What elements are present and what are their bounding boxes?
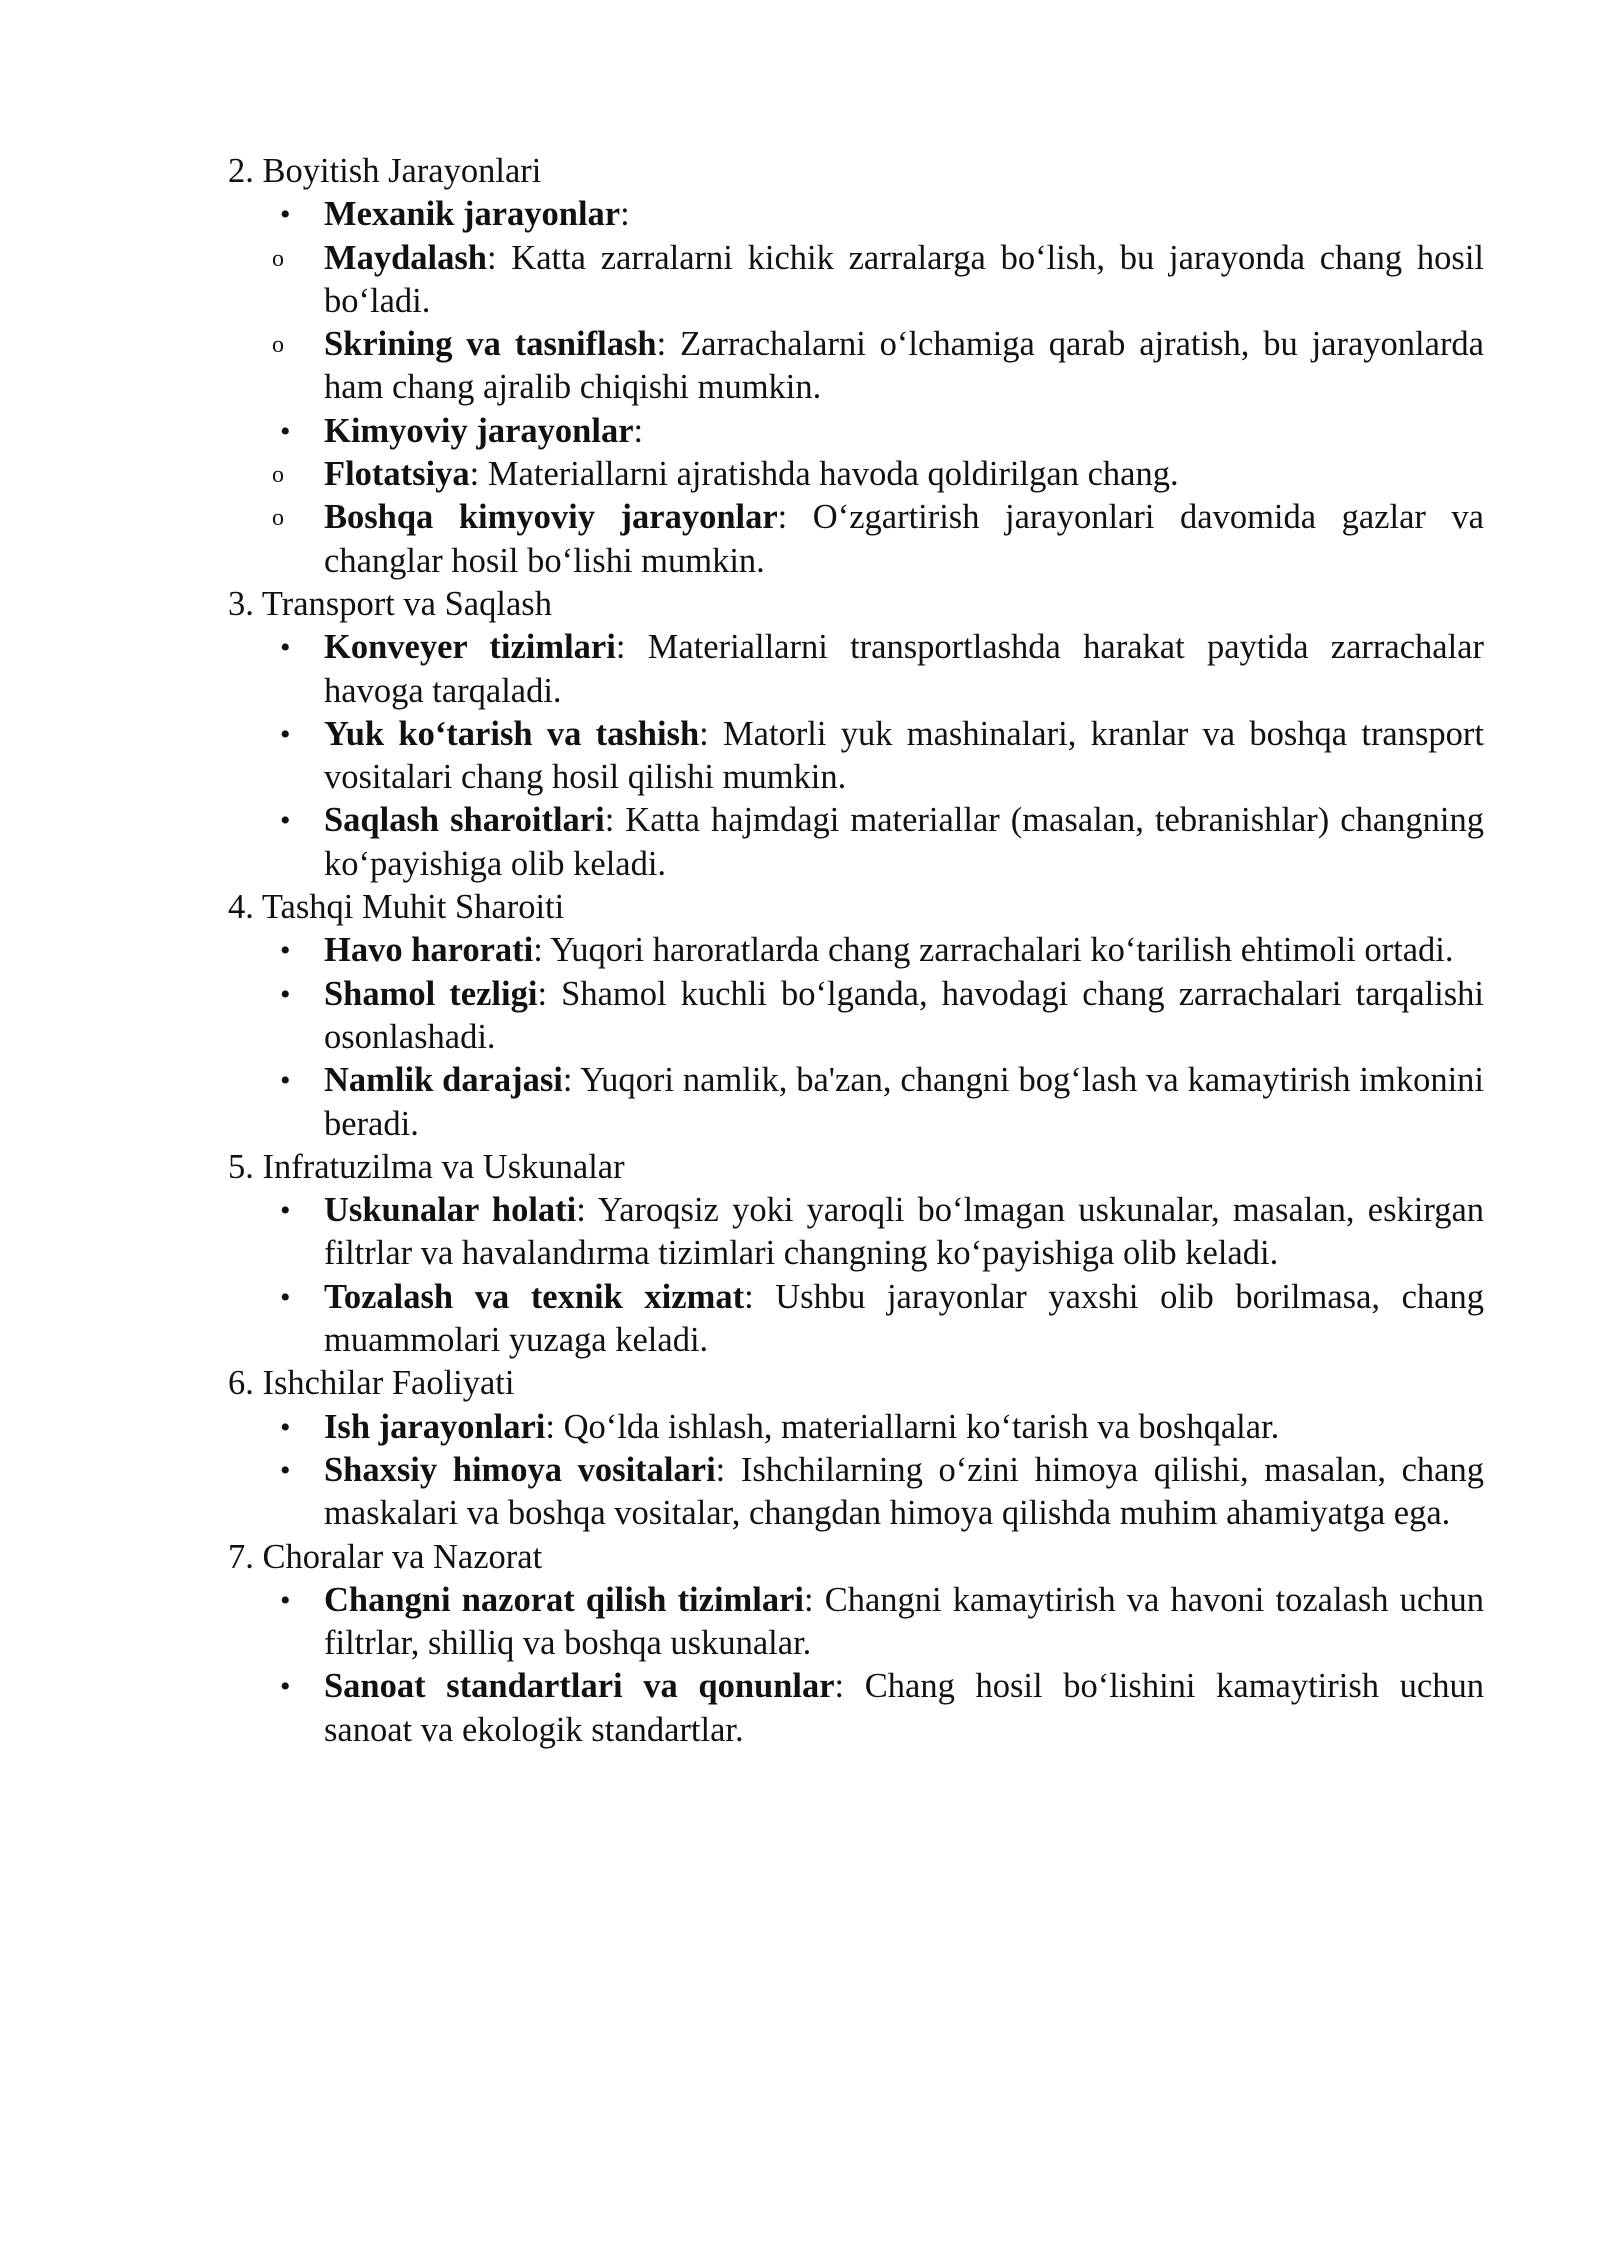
bullet-term: Tozalash va texnik xizmat — [324, 1277, 745, 1316]
bullet-dot-icon: • — [280, 1280, 291, 1314]
sub-list — [228, 237, 1484, 410]
bullet-list — [228, 929, 1484, 1145]
section-heading — [228, 583, 1484, 626]
section-heading — [228, 1536, 1484, 1579]
section-number: 4. — [228, 888, 254, 927]
bullet-item — [228, 193, 1484, 409]
bullet-dot-icon: • — [280, 1194, 291, 1228]
bullet-item — [228, 1189, 1484, 1276]
section-number: 2. — [228, 152, 254, 190]
bullet-term: Sanoat standartlari va qonunlar — [324, 1667, 835, 1706]
section-number: 5. — [228, 1147, 254, 1186]
bullet-item — [228, 929, 1484, 972]
circle-bullet-icon: o — [272, 462, 284, 489]
bullet-item — [228, 1276, 1484, 1363]
bullet-term: Mexanik jarayonlar — [324, 195, 621, 234]
bullet-text: : Yuqori haroratlarda chang zarrachalari ko‘tarilish ehtimoli ortadi. — [533, 931, 1454, 970]
bullet-term: Kimyoviy jarayonlar — [324, 411, 634, 450]
sub-item — [228, 453, 1484, 496]
bullet-item — [228, 973, 1484, 1060]
section-title-text: Transport va Saqlash — [261, 584, 552, 623]
bullet-term: Shaxsiy himoya vositalari — [324, 1450, 716, 1489]
bullet-dot-icon: • — [280, 198, 291, 232]
bullet-text: : Yuqori namlik, ba'zan, changni bog‘lash va kamaytirish imkonini beradi. — [324, 1061, 1484, 1143]
bullet-text: : Materiallarni transportlashda harakat paytida zarrachalar havoga tarqaladi. — [324, 628, 1484, 710]
bullet-item — [228, 626, 1484, 713]
sub-term: Flotatsiya — [324, 455, 470, 494]
bullet-list — [228, 193, 1484, 583]
bullet-text: : — [620, 195, 630, 234]
bullet-list — [228, 1579, 1484, 1752]
bullet-list — [228, 626, 1484, 886]
bullet-item — [228, 1406, 1484, 1449]
section-number: 6. — [228, 1364, 254, 1403]
bullet-text: : Ushbu jarayonlar yaxshi olib borilmasa, chang muammolari yuzaga keladi. — [324, 1277, 1484, 1360]
section-title-text: Boyitish Jarayonlari — [262, 152, 542, 190]
bullet-dot-icon: • — [280, 1583, 291, 1617]
bullet-text: : Ishchilarning o‘zini himoya qilishi, masalan, chang maskalari va boshqa vositalar, changdan himoya qilishda muhim ahamiyatga ega. — [324, 1450, 1484, 1533]
bullet-term: Konveyer tizimlari — [324, 628, 616, 667]
sub-term: Boshqa kimyoviy jarayonlar — [324, 498, 778, 537]
bullet-term: Shamol tezligi — [324, 974, 538, 1013]
bullet-dot-icon: • — [280, 1064, 291, 1098]
section-heading — [228, 886, 1484, 929]
bullet-dot-icon: • — [280, 977, 291, 1011]
sub-item — [228, 237, 1484, 324]
bullet-text: : Qo‘lda ishlash, materiallarni ko‘tarish va boshqalar. — [545, 1407, 1280, 1446]
bullet-list — [228, 1406, 1484, 1536]
sub-text: : Katta zarralarni kichik zarralarga bo‘lish, bu jarayonda chang hosil bo‘ladi. — [324, 238, 1484, 320]
bullet-term: Saqlash sharoitlari — [324, 801, 605, 840]
bullet-text: : Matorli yuk mashinalari, kranlar va boshqa transport vositalari chang hosil qilishi mumkin. — [324, 714, 1484, 797]
bullet-text: : Yaroqsiz yoki yaroqli bo‘lmagan uskunalar, masalan, eskirgan filtrlar va havalandırma tizimlari changning ko‘payishiga olib keladi. — [324, 1191, 1485, 1273]
bullet-dot-icon: • — [280, 414, 291, 448]
bullet-term: Yuk ko‘tarish va tashish — [324, 714, 700, 753]
bullet-item — [228, 1579, 1484, 1666]
sub-list — [228, 453, 1484, 583]
section-title-text: Ishchilar Faoliyati — [262, 1364, 515, 1403]
bullet-item — [228, 1059, 1484, 1146]
bullet-text: : Changni kamaytirish va havoni tozalash uchun filtrlar, shilliq va boshqa uskunalar. — [324, 1580, 1484, 1663]
bullet-term: Uskunalar holati — [324, 1191, 577, 1230]
section-heading — [228, 150, 1484, 193]
sub-term: Maydalash — [324, 238, 487, 277]
circle-bullet-icon: o — [272, 505, 284, 532]
section-heading — [228, 1362, 1484, 1405]
sub-text: : Zarrachalarni o‘lchamiga qarab ajratish, bu jarayonlarda ham chang ajralib chiqishi mumkin. — [324, 325, 1484, 407]
bullet-item — [228, 410, 1484, 583]
bullet-dot-icon: • — [280, 1410, 291, 1444]
sub-text: : O‘zgartirish jarayonlari davomida gazlar va changlar hosil bo‘lishi mumkin. — [324, 498, 1484, 580]
bullet-term: Ish jarayonlari — [324, 1407, 546, 1446]
section-number: 3. — [228, 584, 254, 623]
bullet-text: : Shamol kuchli bo‘lganda, havodagi chang zarrachalari tarqalishi osonlashadi. — [324, 974, 1484, 1056]
document-body — [228, 150, 1484, 1752]
bullet-item — [228, 1449, 1484, 1536]
sub-item — [228, 496, 1484, 583]
bullet-text: : Chang hosil bo‘lishini kamaytirish uchun sanoat va ekologik standartlar. — [324, 1667, 1484, 1749]
bullet-term: Namlik darajasi — [324, 1061, 563, 1100]
sub-term: Skrining va tasniflash — [324, 325, 657, 364]
bullet-text: : — [633, 411, 644, 450]
bullet-dot-icon: • — [280, 1453, 291, 1487]
bullet-item — [228, 1665, 1484, 1752]
bullet-term: Changni nazorat qilish tizimlari — [324, 1580, 805, 1619]
section-number: 7. — [228, 1537, 254, 1576]
bullet-dot-icon: • — [280, 934, 291, 968]
bullet-item — [228, 713, 1484, 800]
sub-text: : Materiallarni ajratishda havoda qoldirilgan chang. — [469, 455, 1179, 494]
section-title-text: Infratuzilma va Uskunalar — [262, 1147, 625, 1186]
bullet-dot-icon: • — [280, 1670, 291, 1704]
bullet-dot-icon: • — [280, 631, 291, 665]
bullet-dot-icon: • — [280, 717, 291, 751]
circle-bullet-icon: o — [272, 332, 284, 359]
bullet-list — [228, 1189, 1484, 1362]
section-title-text: Choralar va Nazorat — [262, 1537, 543, 1576]
section-title-text: Tashqi Muhit Sharoiti — [261, 888, 565, 927]
section-heading — [228, 1146, 1484, 1189]
bullet-dot-icon: • — [280, 804, 291, 838]
circle-bullet-icon: o — [272, 245, 284, 272]
bullet-term: Havo harorati — [324, 931, 534, 970]
bullet-item — [228, 799, 1484, 886]
bullet-text: : Katta hajmdagi materiallar (masalan, tebranishlar) changning ko‘payishiga olib keladi. — [324, 801, 1484, 883]
sub-item — [228, 323, 1484, 410]
